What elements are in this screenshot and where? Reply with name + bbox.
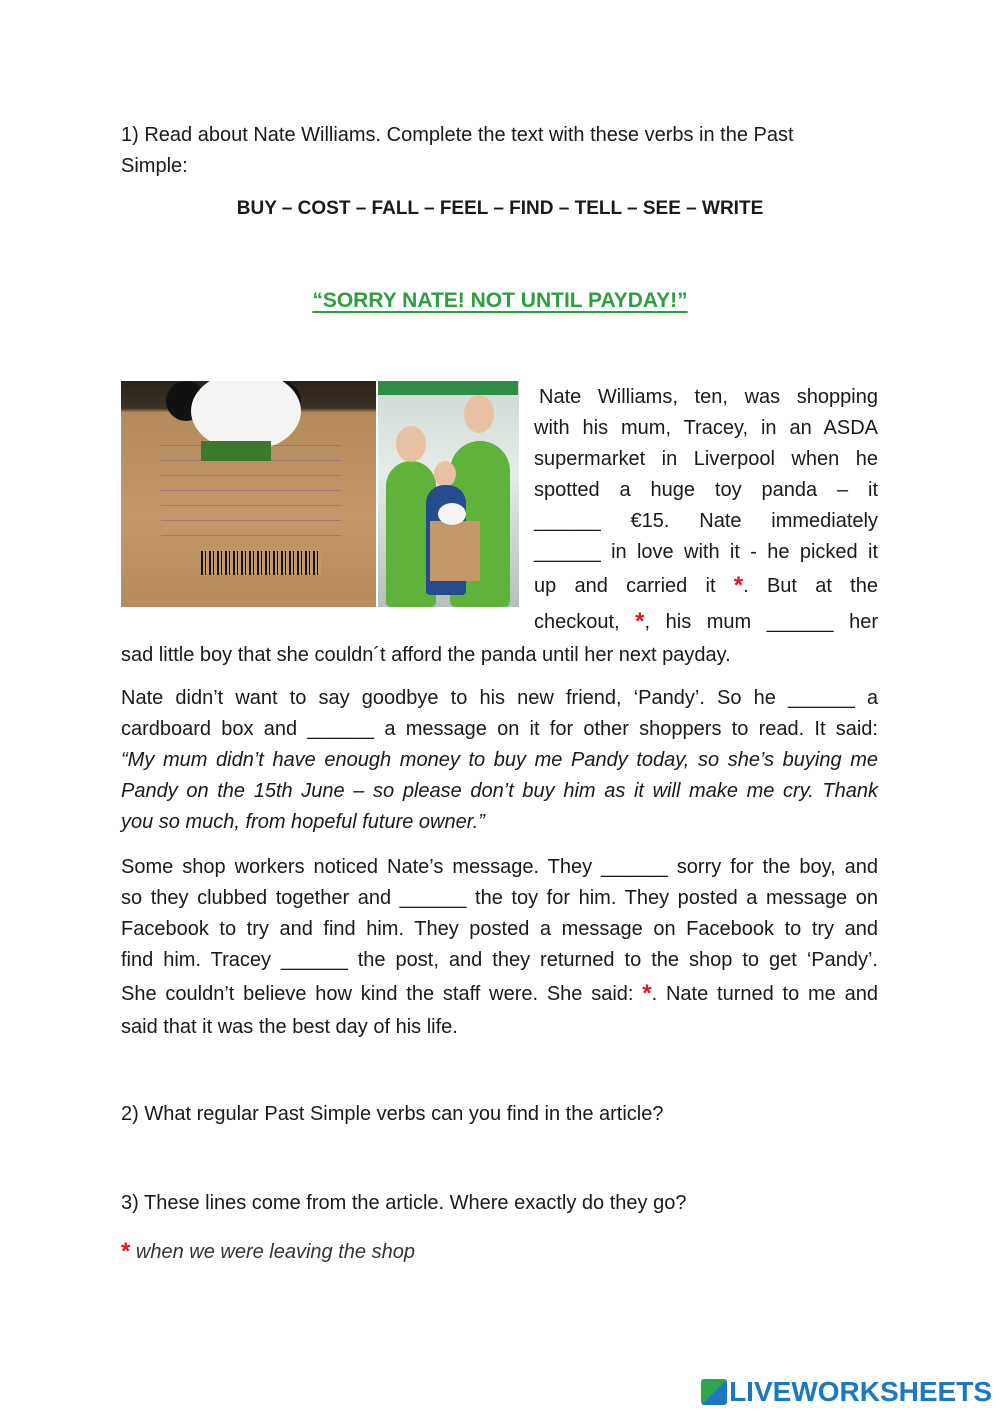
article-line — [121, 976, 878, 1012]
article-line: Some shop workers noticed Nate’s message. They ______ sorry for the boy, and — [121, 856, 878, 878]
article-line: so they clubbed together and ______ the toy for him. They posted a message on — [121, 887, 878, 909]
cardboard-box-photo — [121, 381, 376, 607]
verb-list: BUY – COST – FALL – FEEL – FIND – TELL – SEE – WRITE — [236, 198, 764, 219]
quote-line: “My mum didn’t have enough money to buy me Pandy today, so she’s buying me — [121, 749, 878, 771]
logo-icon — [701, 1379, 727, 1405]
quote-line: you so much, from hopeful future owner.” — [121, 811, 485, 833]
article-line: sad little boy that she couldn´t afford the panda until her next payday. — [121, 644, 731, 666]
shop-workers-photo — [378, 381, 519, 607]
article-text: checkout, — [534, 611, 636, 633]
star-marker: * — [642, 980, 652, 1007]
article-text: up and carried it — [534, 575, 734, 597]
logo-text: LIVEWORKSHEETS — [729, 1376, 992, 1407]
article-line — [534, 606, 878, 638]
article-text: in love with it - he picked it — [600, 541, 878, 563]
blank-cost[interactable]: ______ — [534, 510, 601, 532]
article-line: find him. Tracey ______ the post, and they returned to the shop to get ‘Pandy’. — [121, 949, 878, 971]
question-1-line1: 1) Read about Nate Williams. Complete the text with these verbs in the Past — [121, 124, 794, 146]
blank-fall[interactable]: ______ — [534, 541, 601, 563]
article-line: supermarket in Liverpool when he — [534, 448, 878, 470]
star-marker: * — [121, 1238, 131, 1265]
article-line — [534, 570, 878, 602]
article-title: “SORRY NATE! NOT UNTIL PAYDAY!” — [312, 289, 688, 312]
article-line: Nate didn’t want to say goodbye to his new friend, ‘Pandy’. So he ______ a — [121, 687, 878, 709]
article-line: spotted a huge toy panda – it — [534, 479, 878, 501]
question-1 — [121, 120, 881, 182]
price-text: €15. — [630, 510, 670, 532]
line-item — [121, 1236, 881, 1268]
article-line: with his mum, Tracey, in an ASDA — [534, 417, 878, 439]
star-marker: * — [635, 608, 645, 635]
line-item-text: when we were leaving the shop — [130, 1241, 415, 1263]
question-2: 2) What regular Past Simple verbs can you find in the article? — [121, 1103, 664, 1125]
article-line — [534, 506, 878, 537]
article-line: Nate Williams, ten, was shopping — [539, 386, 878, 408]
article-text: , his mum ______ her — [644, 611, 878, 633]
article-line: said that it was the best day of his life. — [121, 1016, 458, 1038]
article-line: Facebook to try and find him. They posted a message on Facebook to try and — [121, 918, 878, 940]
star-marker: * — [733, 572, 744, 599]
article-text: Nate immediately — [699, 510, 878, 532]
article-line: cardboard box and ______ a message on it for other shoppers to read. It said: — [121, 718, 878, 740]
quote-line: Pandy on the 15th June – so please don’t buy him as it will make me cry. Thank — [121, 780, 878, 802]
article-text: She couldn’t believe how kind the staff were. She said: — [121, 983, 643, 1005]
question-3: 3) These lines come from the article. Where exactly do they go? — [121, 1192, 687, 1214]
liveworksheets-logo — [701, 1376, 992, 1408]
paragraph-2 — [121, 683, 878, 838]
paragraph-3 — [121, 852, 878, 1043]
article-line — [534, 537, 878, 568]
question-1-line2: Simple: — [121, 155, 188, 177]
article-text: . Nate turned to me and — [651, 983, 878, 1005]
article-text: . But at the — [743, 575, 878, 597]
